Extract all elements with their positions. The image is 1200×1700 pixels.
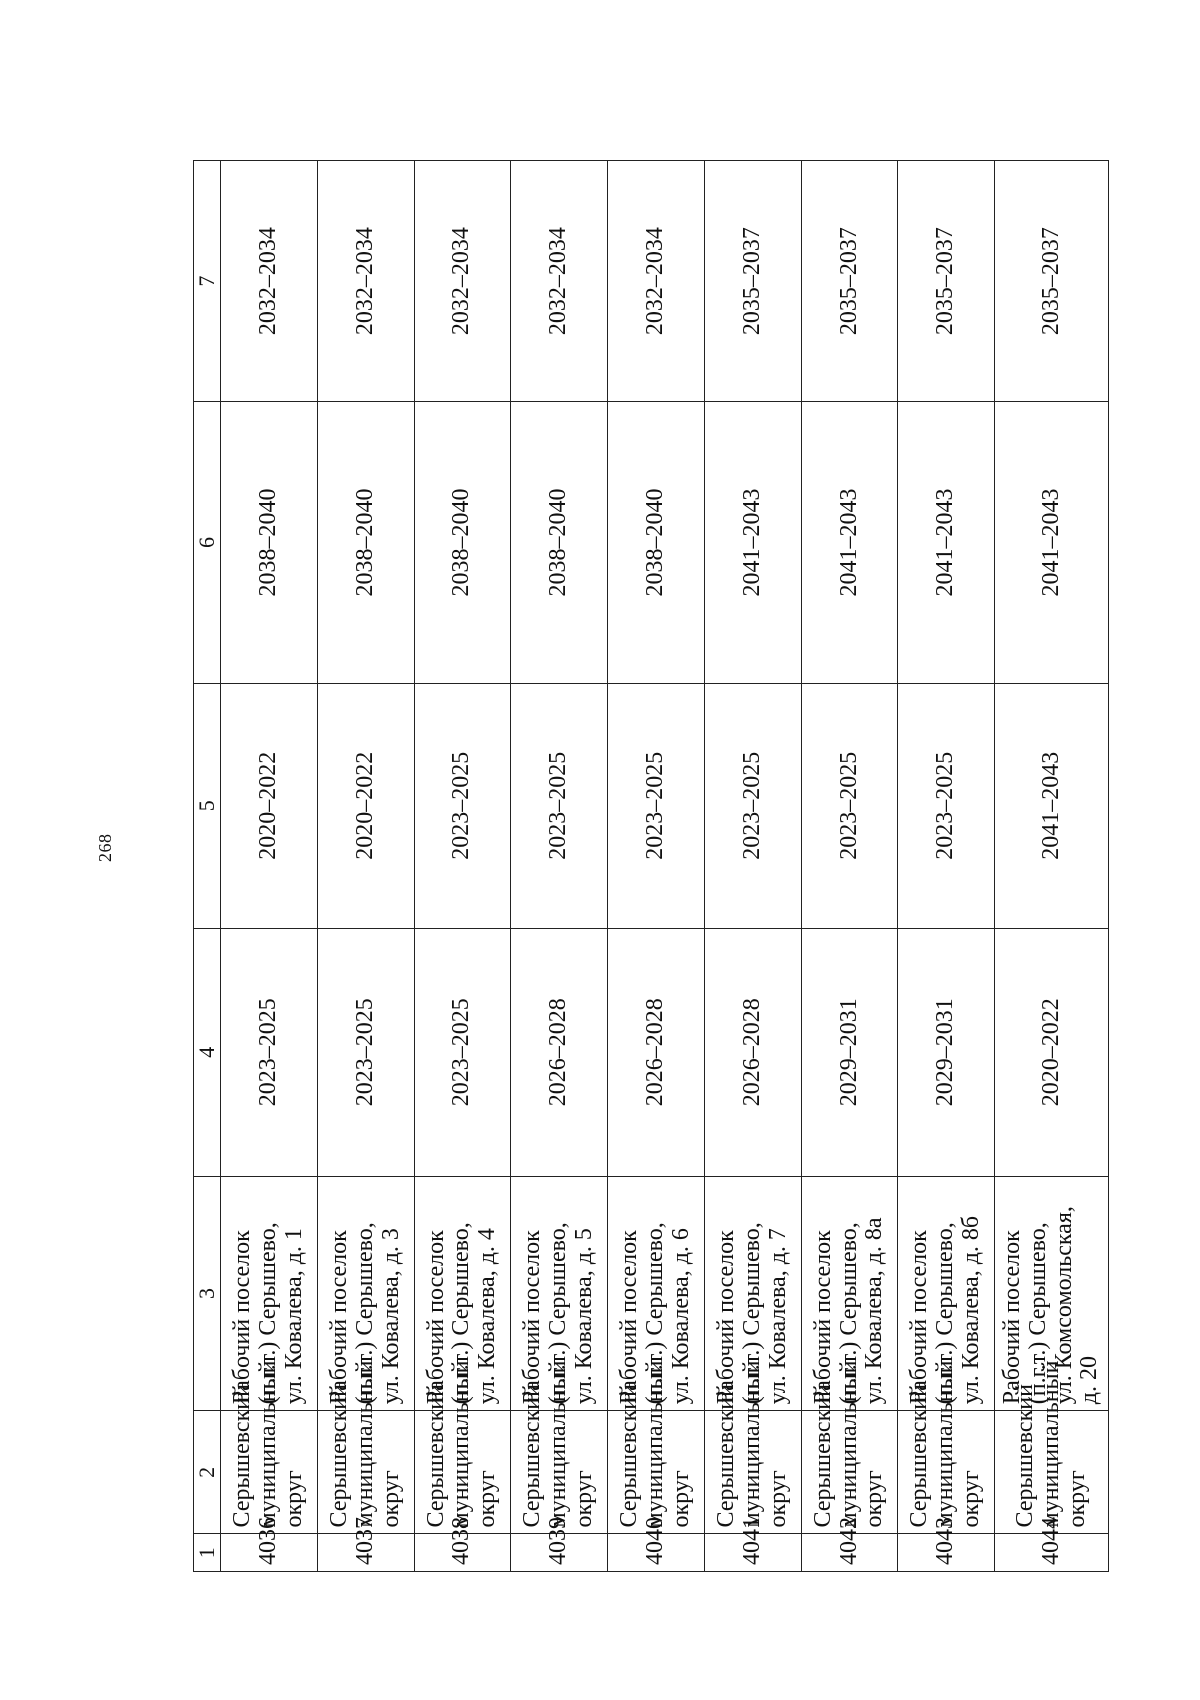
- period-cell: 2026–2028: [608, 928, 705, 1176]
- period-cell: 2029–2031: [801, 928, 898, 1176]
- period-cell: 2020–2022: [995, 928, 1109, 1176]
- period-cell: 2032–2034: [608, 161, 705, 402]
- table-row: [414, 161, 511, 1572]
- document-table-rotated: [193, 160, 1109, 1572]
- row-number: 4040: [608, 1534, 705, 1572]
- column-header: 6: [194, 402, 221, 683]
- address-cell: Рабочий поселок (п.г.т.) Серышево, ул. Ковалева, д. 4: [414, 1176, 511, 1410]
- district-cell: Серышевский муниципальный округ: [221, 1411, 318, 1534]
- period-cell: 2029–2031: [898, 928, 995, 1176]
- housing-register-table: [193, 160, 1109, 1572]
- period-cell: 2023–2025: [414, 683, 511, 928]
- period-cell: 2038–2040: [608, 402, 705, 683]
- period-cell: 2020–2022: [221, 683, 318, 928]
- period-cell: 2023–2025: [221, 928, 318, 1176]
- period-cell: 2023–2025: [608, 683, 705, 928]
- address-cell: Рабочий поселок (п.г.т.) Серышево, ул. Ковалева, д. 6: [608, 1176, 705, 1410]
- period-cell: 2041–2043: [898, 402, 995, 683]
- district-cell: Серышевский муниципальный округ: [704, 1411, 801, 1534]
- period-cell: 2041–2043: [995, 683, 1109, 928]
- header-row: [194, 161, 221, 1572]
- district-cell: Серышевский муниципальный округ: [801, 1411, 898, 1534]
- period-cell: 2038–2040: [221, 402, 318, 683]
- table-row: [995, 161, 1109, 1572]
- period-cell: 2035–2037: [704, 161, 801, 402]
- table-row: [704, 161, 801, 1572]
- address-cell: Рабочий поселок (п.г.т.) Серышево, ул. Ковалева, д. 5: [511, 1176, 608, 1410]
- district-cell: Серышевский муниципальный округ: [414, 1411, 511, 1534]
- column-header: 4: [194, 928, 221, 1176]
- column-header: 3: [194, 1176, 221, 1410]
- row-number: 4042: [801, 1534, 898, 1572]
- period-cell: 2026–2028: [511, 928, 608, 1176]
- district-cell: Серышевский муниципальный округ: [608, 1411, 705, 1534]
- period-cell: 2023–2025: [317, 928, 414, 1176]
- row-number: 4043: [898, 1534, 995, 1572]
- period-cell: 2032–2034: [414, 161, 511, 402]
- address-cell: Рабочий поселок (п.г.т.) Серышево, ул. Ковалева, д. 8б: [898, 1176, 995, 1410]
- period-cell: 2035–2037: [801, 161, 898, 402]
- period-cell: 2026–2028: [704, 928, 801, 1176]
- period-cell: 2023–2025: [511, 683, 608, 928]
- table-row: [608, 161, 705, 1572]
- table-row: [801, 161, 898, 1572]
- district-cell: Серышевский муниципальный округ: [511, 1411, 608, 1534]
- table-row: [898, 161, 995, 1572]
- district-cell: Серышевский муниципальный округ: [898, 1411, 995, 1534]
- period-cell: 2032–2034: [221, 161, 318, 402]
- district-cell: Серышевский муниципальный округ: [317, 1411, 414, 1534]
- table-row: [317, 161, 414, 1572]
- row-number: 4036: [221, 1534, 318, 1572]
- column-header: 5: [194, 683, 221, 928]
- period-cell: 2023–2025: [414, 928, 511, 1176]
- address-cell: Рабочий поселок (п.г.т.) Серышево, ул. Комсомольская, д. 20: [995, 1176, 1109, 1410]
- period-cell: 2038–2040: [511, 402, 608, 683]
- table-row: [511, 161, 608, 1572]
- period-cell: 2032–2034: [511, 161, 608, 402]
- address-cell: Рабочий поселок (п.г.т.) Серышево, ул. Ковалева, д. 1: [221, 1176, 318, 1410]
- period-cell: 2038–2040: [317, 402, 414, 683]
- row-number: 4038: [414, 1534, 511, 1572]
- row-number: 4037: [317, 1534, 414, 1572]
- period-cell: 2020–2022: [317, 683, 414, 928]
- period-cell: 2023–2025: [898, 683, 995, 928]
- row-number: 4044: [995, 1534, 1109, 1572]
- period-cell: 2032–2034: [317, 161, 414, 402]
- address-cell: Рабочий поселок (п.г.т.) Серышево, ул. Ковалева, д. 8а: [801, 1176, 898, 1410]
- district-cell: Серышевский муниципальный округ: [995, 1411, 1109, 1534]
- row-number: 4041: [704, 1534, 801, 1572]
- address-cell: Рабочий поселок (п.г.т.) Серышево, ул. Ковалева, д. 7: [704, 1176, 801, 1410]
- period-cell: 2023–2025: [704, 683, 801, 928]
- period-cell: 2035–2037: [995, 161, 1109, 402]
- column-header: 7: [194, 161, 221, 402]
- table-row: [221, 161, 318, 1572]
- page-number: 268: [95, 833, 115, 862]
- period-cell: 2041–2043: [995, 402, 1109, 683]
- period-cell: 2041–2043: [704, 402, 801, 683]
- column-header: 1: [194, 1534, 221, 1572]
- period-cell: 2041–2043: [801, 402, 898, 683]
- period-cell: 2023–2025: [801, 683, 898, 928]
- address-cell: Рабочий поселок (п.г.т.) Серышево, ул. Ковалева, д. 3: [317, 1176, 414, 1410]
- row-number: 4039: [511, 1534, 608, 1572]
- column-header: 2: [194, 1411, 221, 1534]
- period-cell: 2035–2037: [898, 161, 995, 402]
- period-cell: 2038–2040: [414, 402, 511, 683]
